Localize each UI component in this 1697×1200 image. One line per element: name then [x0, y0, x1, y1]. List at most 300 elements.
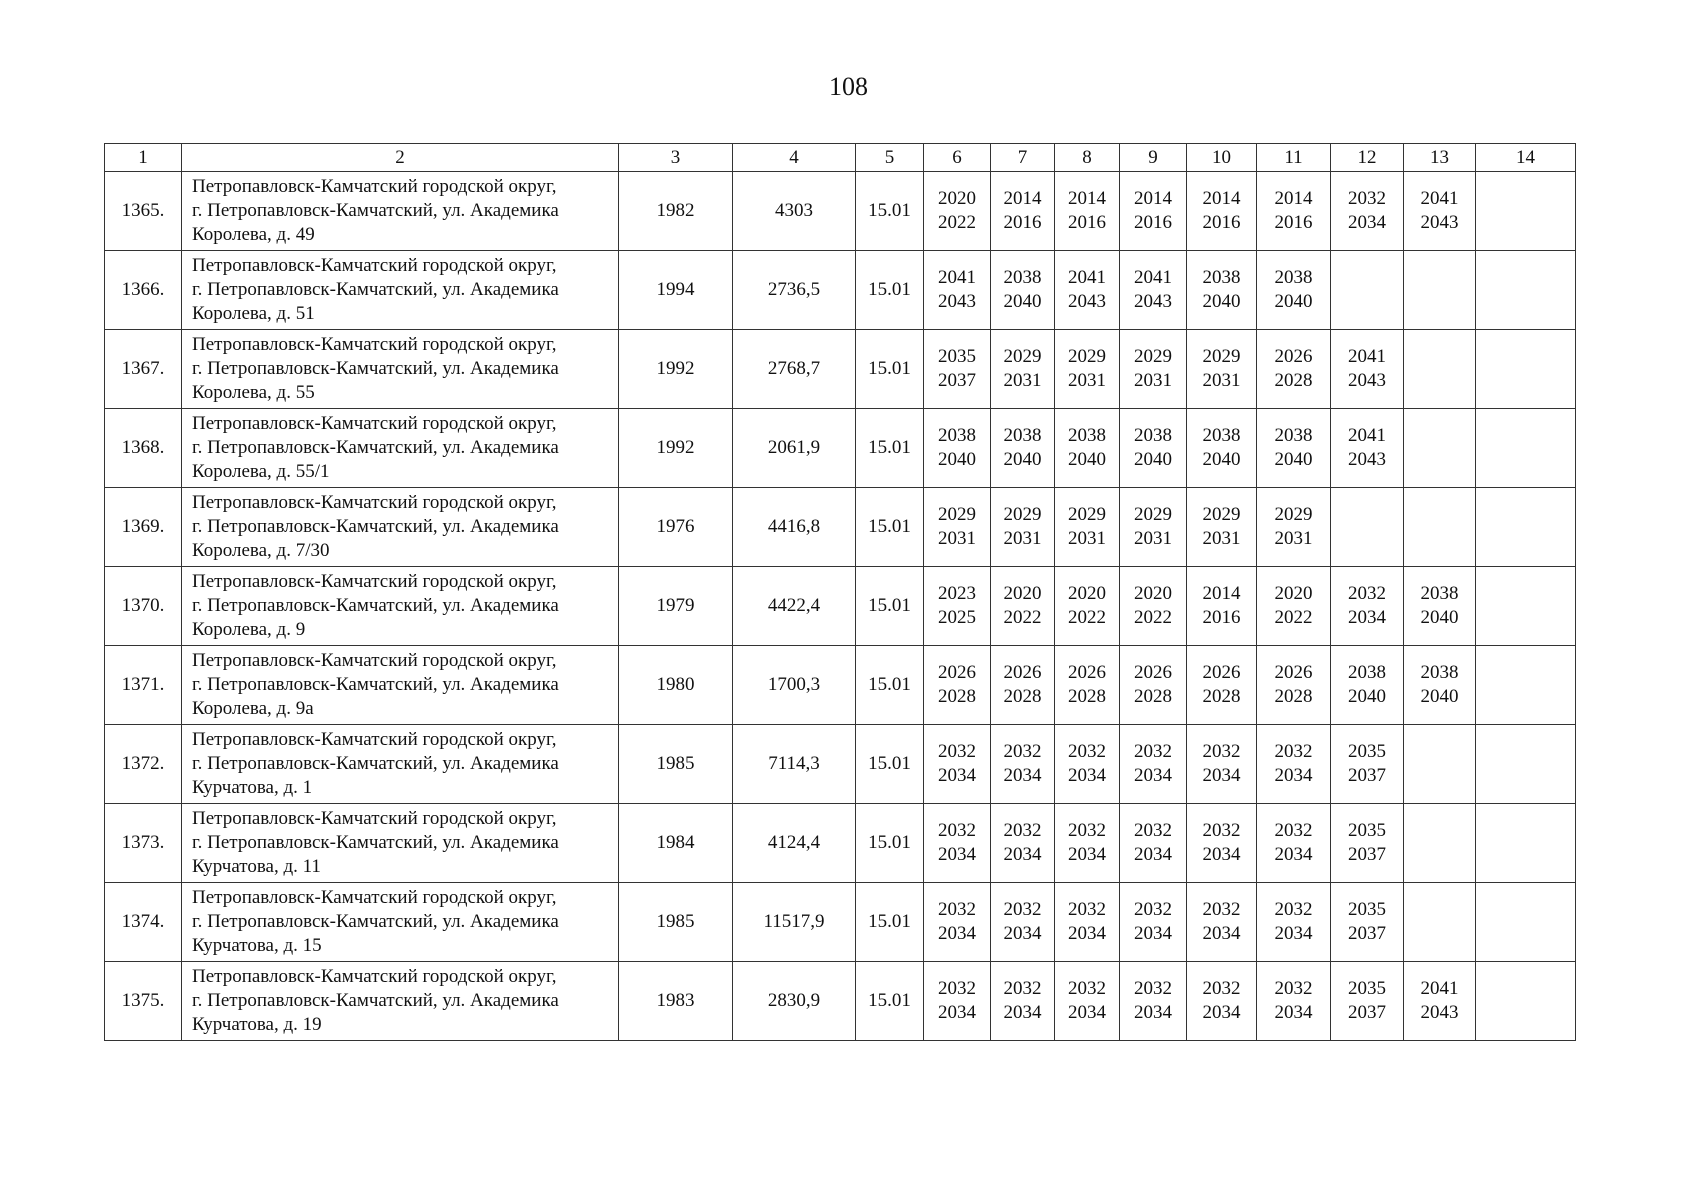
period-start: 2041	[938, 267, 976, 288]
period-cell	[924, 409, 991, 488]
period-cell	[1476, 646, 1576, 725]
address-cell	[182, 488, 619, 567]
period-start: 2041	[1348, 346, 1386, 367]
address-line: Петропавловск-Камчатский городской округ,	[192, 492, 557, 513]
code-cell: 15.01	[856, 409, 924, 488]
row-number-cell: 1369.	[105, 488, 182, 567]
period-end: 2034	[1068, 923, 1106, 944]
period-end: 2043	[938, 291, 976, 312]
period-cell	[1476, 962, 1576, 1041]
address-line: г. Петропавловск-Камчатский, ул. Академика	[192, 911, 559, 932]
row-number-cell: 1365.	[105, 172, 182, 251]
period-end: 2031	[1134, 528, 1172, 549]
period-start: 2038	[1068, 425, 1106, 446]
period-start: 2029	[1003, 504, 1042, 525]
period-cell	[1331, 883, 1404, 962]
period-cell	[1055, 883, 1120, 962]
period-cell	[1055, 804, 1120, 883]
period-end: 2022	[1068, 607, 1106, 628]
period-start: 2032	[1202, 820, 1241, 841]
column-header: 7	[991, 144, 1055, 172]
table-row	[105, 567, 1576, 646]
address-line: г. Петропавловск-Камчатский, ул. Академика	[192, 753, 559, 774]
address-line: Петропавловск-Камчатский городской округ,	[192, 334, 557, 355]
period-end: 2016	[1202, 212, 1241, 233]
address-line: Петропавловск-Камчатский городской округ,	[192, 966, 557, 987]
period-cell	[1257, 251, 1331, 330]
period-start: 2038	[1274, 267, 1313, 288]
period-end: 2034	[1274, 1002, 1313, 1023]
period-end: 2034	[1068, 1002, 1106, 1023]
period-end: 2016	[1274, 212, 1313, 233]
address-line: Курчатова, д. 19	[192, 1014, 322, 1035]
period-end: 2016	[1003, 212, 1042, 233]
period-cell	[1257, 488, 1331, 567]
period-start: 2029	[1003, 346, 1042, 367]
period-cell	[1476, 567, 1576, 646]
address-line: Курчатова, д. 1	[192, 777, 313, 798]
period-cell	[1187, 646, 1257, 725]
period-cell	[1476, 172, 1576, 251]
table-row	[105, 409, 1576, 488]
column-header: 11	[1257, 144, 1331, 172]
period-cell	[1331, 725, 1404, 804]
period-cell	[991, 488, 1055, 567]
period-end: 2028	[1134, 686, 1172, 707]
period-cell	[924, 725, 991, 804]
address-line: Курчатова, д. 15	[192, 935, 322, 956]
address-line: г. Петропавловск-Камчатский, ул. Академика	[192, 516, 559, 537]
address-line: Петропавловск-Камчатский городской округ,	[192, 729, 557, 750]
period-start: 2029	[1202, 504, 1241, 525]
address-line: г. Петропавловск-Камчатский, ул. Академика	[192, 674, 559, 695]
period-cell	[1257, 804, 1331, 883]
period-start: 2032	[938, 741, 976, 762]
period-cell	[1187, 962, 1257, 1041]
period-cell	[991, 330, 1055, 409]
period-end: 2034	[938, 1002, 976, 1023]
period-start: 2038	[1003, 267, 1042, 288]
row-number-cell: 1366.	[105, 251, 182, 330]
table-row	[105, 962, 1576, 1041]
period-start: 2032	[1003, 820, 1042, 841]
period-start: 2029	[1068, 504, 1106, 525]
period-cell	[924, 251, 991, 330]
period-start: 2041	[1348, 425, 1386, 446]
code-cell: 15.01	[856, 567, 924, 646]
period-end: 2034	[1068, 765, 1106, 786]
year-built-cell: 1985	[619, 883, 733, 962]
period-cell	[1120, 962, 1187, 1041]
period-end: 2040	[1202, 449, 1241, 470]
period-cell	[1257, 330, 1331, 409]
period-cell	[1055, 725, 1120, 804]
period-cell	[1404, 883, 1476, 962]
period-start: 2029	[1202, 346, 1241, 367]
period-end: 2040	[1420, 686, 1459, 707]
period-cell	[1055, 962, 1120, 1041]
period-start: 2032	[1068, 820, 1106, 841]
period-end: 2034	[1274, 765, 1313, 786]
column-header: 4	[733, 144, 856, 172]
year-built-cell: 1984	[619, 804, 733, 883]
period-cell	[1187, 172, 1257, 251]
table-row	[105, 804, 1576, 883]
period-end: 2040	[938, 449, 976, 470]
column-header: 10	[1187, 144, 1257, 172]
column-header: 14	[1476, 144, 1576, 172]
address-cell	[182, 725, 619, 804]
table-header-row	[105, 144, 1576, 172]
period-cell	[1187, 725, 1257, 804]
period-start: 2020	[1274, 583, 1313, 604]
period-start: 2014	[1068, 188, 1106, 209]
area-cell: 4416,8	[733, 488, 856, 567]
period-cell	[924, 330, 991, 409]
period-start: 2038	[1003, 425, 1042, 446]
page-number: 108	[829, 72, 868, 101]
period-start: 2032	[1274, 978, 1313, 999]
row-number-cell: 1367.	[105, 330, 182, 409]
period-end: 2034	[938, 844, 976, 865]
address-line: Королева, д. 51	[192, 303, 315, 324]
period-cell	[991, 251, 1055, 330]
period-end: 2034	[1274, 923, 1313, 944]
period-end: 2034	[938, 923, 976, 944]
period-cell	[1331, 646, 1404, 725]
period-cell	[924, 962, 991, 1041]
code-cell: 15.01	[856, 804, 924, 883]
row-number-cell: 1374.	[105, 883, 182, 962]
code-cell: 15.01	[856, 962, 924, 1041]
period-start: 2023	[938, 583, 976, 604]
address-line: Петропавловск-Камчатский городской округ,	[192, 413, 557, 434]
period-start: 2032	[1003, 899, 1042, 920]
period-cell	[1120, 646, 1187, 725]
period-start: 2032	[938, 820, 976, 841]
table-row	[105, 488, 1576, 567]
period-end: 2034	[1003, 923, 1042, 944]
period-end: 2025	[938, 607, 976, 628]
period-cell	[1331, 567, 1404, 646]
area-cell: 2061,9	[733, 409, 856, 488]
period-cell	[1187, 488, 1257, 567]
period-end: 2037	[1348, 1002, 1386, 1023]
period-cell	[1120, 883, 1187, 962]
period-start: 2014	[1202, 583, 1241, 604]
address-cell	[182, 330, 619, 409]
period-cell	[1187, 330, 1257, 409]
period-cell	[1187, 251, 1257, 330]
address-cell	[182, 646, 619, 725]
column-header: 9	[1120, 144, 1187, 172]
period-cell	[991, 409, 1055, 488]
address-line: Петропавловск-Камчатский городской округ,	[192, 255, 557, 276]
period-start: 2032	[1068, 899, 1106, 920]
address-line: г. Петропавловск-Камчатский, ул. Академика	[192, 990, 559, 1011]
period-end: 2034	[1202, 1002, 1241, 1023]
area-cell: 11517,9	[733, 883, 856, 962]
column-header: 13	[1404, 144, 1476, 172]
period-cell	[1404, 804, 1476, 883]
column-header: 6	[924, 144, 991, 172]
address-line: Королева, д. 9а	[192, 698, 314, 719]
period-cell	[1055, 567, 1120, 646]
area-cell: 2736,5	[733, 251, 856, 330]
period-cell	[991, 725, 1055, 804]
period-cell	[991, 804, 1055, 883]
period-end: 2034	[1202, 923, 1241, 944]
column-header: 3	[619, 144, 733, 172]
period-start: 2026	[1274, 346, 1313, 367]
period-start: 2020	[1134, 583, 1172, 604]
address-line: Королева, д. 7/30	[192, 540, 330, 561]
address-line: Петропавловск-Камчатский городской округ,	[192, 887, 557, 908]
code-cell: 15.01	[856, 172, 924, 251]
period-end: 2034	[1274, 844, 1313, 865]
period-end: 2022	[938, 212, 976, 233]
period-cell	[1476, 883, 1576, 962]
period-start: 2041	[1420, 978, 1459, 999]
period-end: 2040	[1274, 291, 1313, 312]
period-cell	[1187, 804, 1257, 883]
period-cell	[1404, 488, 1476, 567]
year-built-cell: 1992	[619, 409, 733, 488]
period-start: 2026	[938, 662, 976, 683]
period-end: 2016	[1202, 607, 1241, 628]
period-cell	[1404, 725, 1476, 804]
period-start: 2032	[1202, 978, 1241, 999]
address-line: г. Петропавловск-Камчатский, ул. Академика	[192, 279, 559, 300]
period-cell	[1055, 488, 1120, 567]
period-start: 2032	[1134, 978, 1172, 999]
period-start: 2035	[1348, 978, 1386, 999]
period-start: 2032	[938, 899, 976, 920]
period-start: 2038	[1134, 425, 1172, 446]
period-start: 2032	[1134, 820, 1172, 841]
column-header: 5	[856, 144, 924, 172]
period-start: 2038	[1420, 583, 1459, 604]
period-start: 2038	[1202, 425, 1241, 446]
period-end: 2043	[1420, 1002, 1459, 1023]
period-start: 2032	[1202, 899, 1241, 920]
address-line: г. Петропавловск-Камчатский, ул. Академика	[192, 437, 559, 458]
period-start: 2032	[938, 978, 976, 999]
address-cell	[182, 409, 619, 488]
period-cell	[991, 962, 1055, 1041]
period-cell	[1120, 488, 1187, 567]
year-built-cell: 1979	[619, 567, 733, 646]
period-end: 2043	[1068, 291, 1106, 312]
year-built-cell: 1992	[619, 330, 733, 409]
period-cell	[1257, 962, 1331, 1041]
period-start: 2029	[938, 504, 976, 525]
period-cell	[1055, 409, 1120, 488]
period-cell	[924, 646, 991, 725]
period-end: 2031	[1202, 528, 1241, 549]
period-cell	[1331, 251, 1404, 330]
period-cell	[1257, 646, 1331, 725]
address-line: г. Петропавловск-Камчатский, ул. Академика	[192, 595, 559, 616]
period-start: 2020	[938, 188, 976, 209]
period-end: 2034	[1348, 607, 1386, 628]
address-cell	[182, 804, 619, 883]
period-cell	[1120, 330, 1187, 409]
period-start: 2014	[1274, 188, 1313, 209]
period-start: 2032	[1003, 741, 1042, 762]
table-row	[105, 330, 1576, 409]
address-line: г. Петропавловск-Камчатский, ул. Академика	[192, 200, 559, 221]
address-line: Курчатова, д. 11	[192, 856, 321, 877]
period-cell	[1055, 172, 1120, 251]
address-line: Королева, д. 9	[192, 619, 306, 640]
period-cell	[1476, 251, 1576, 330]
address-line: г. Петропавловск-Камчатский, ул. Академика	[192, 358, 559, 379]
period-end: 2031	[1068, 528, 1106, 549]
period-cell	[1331, 330, 1404, 409]
period-end: 2037	[938, 370, 976, 391]
period-start: 2032	[1274, 820, 1313, 841]
period-cell	[1187, 409, 1257, 488]
address-cell	[182, 962, 619, 1041]
year-built-cell: 1985	[619, 725, 733, 804]
period-cell	[924, 567, 991, 646]
area-cell: 7114,3	[733, 725, 856, 804]
column-header: 2	[182, 144, 619, 172]
row-number-cell: 1371.	[105, 646, 182, 725]
code-cell: 15.01	[856, 488, 924, 567]
period-end: 2040	[1003, 291, 1042, 312]
table-row	[105, 725, 1576, 804]
period-start: 2026	[1134, 662, 1172, 683]
period-start: 2029	[1068, 346, 1106, 367]
period-end: 2040	[1134, 449, 1172, 470]
period-start: 2020	[1003, 583, 1042, 604]
area-cell: 2768,7	[733, 330, 856, 409]
area-cell: 4303	[733, 172, 856, 251]
period-cell	[1476, 409, 1576, 488]
period-cell	[924, 488, 991, 567]
period-end: 2022	[1003, 607, 1042, 628]
period-end: 2040	[1420, 607, 1459, 628]
period-cell	[1120, 251, 1187, 330]
period-end: 2034	[1134, 765, 1172, 786]
period-cell	[1257, 409, 1331, 488]
period-end: 2028	[1003, 686, 1042, 707]
period-end: 2040	[1068, 449, 1106, 470]
period-end: 2043	[1348, 449, 1386, 470]
period-start: 2026	[1003, 662, 1042, 683]
period-start: 2038	[1274, 425, 1313, 446]
period-end: 2034	[1134, 1002, 1172, 1023]
address-line: Петропавловск-Камчатский городской округ,	[192, 571, 557, 592]
period-start: 2026	[1068, 662, 1106, 683]
period-cell	[1055, 646, 1120, 725]
column-header: 1	[105, 144, 182, 172]
period-start: 2035	[1348, 741, 1386, 762]
period-end: 2043	[1420, 212, 1459, 233]
period-cell	[1257, 172, 1331, 251]
area-cell: 4422,4	[733, 567, 856, 646]
address-cell	[182, 172, 619, 251]
period-end: 2028	[1274, 686, 1313, 707]
period-end: 2022	[1134, 607, 1172, 628]
period-cell	[1120, 567, 1187, 646]
period-cell	[991, 646, 1055, 725]
period-cell	[1257, 567, 1331, 646]
period-cell	[1187, 567, 1257, 646]
address-line: Королева, д. 55/1	[192, 461, 330, 482]
period-start: 2041	[1420, 188, 1459, 209]
column-header: 8	[1055, 144, 1120, 172]
period-end: 2037	[1348, 844, 1386, 865]
code-cell: 15.01	[856, 725, 924, 804]
period-cell	[1404, 330, 1476, 409]
period-end: 2031	[1003, 528, 1042, 549]
table-row	[105, 883, 1576, 962]
row-number-cell: 1368.	[105, 409, 182, 488]
period-start: 2035	[938, 346, 976, 367]
row-number-cell: 1372.	[105, 725, 182, 804]
row-number-cell: 1375.	[105, 962, 182, 1041]
area-cell: 1700,3	[733, 646, 856, 725]
period-end: 2016	[1068, 212, 1106, 233]
period-end: 2040	[1274, 449, 1313, 470]
period-end: 2037	[1348, 923, 1386, 944]
period-cell	[1055, 330, 1120, 409]
period-end: 2040	[1348, 686, 1386, 707]
period-cell	[1404, 172, 1476, 251]
code-cell: 15.01	[856, 251, 924, 330]
period-end: 2034	[1134, 844, 1172, 865]
period-start: 2029	[1134, 504, 1172, 525]
period-start: 2038	[938, 425, 976, 446]
year-built-cell: 1982	[619, 172, 733, 251]
period-start: 2032	[1274, 741, 1313, 762]
period-cell	[1404, 409, 1476, 488]
period-start: 2032	[1202, 741, 1241, 762]
period-start: 2026	[1274, 662, 1313, 683]
period-cell	[1476, 804, 1576, 883]
year-built-cell: 1994	[619, 251, 733, 330]
period-cell	[991, 567, 1055, 646]
address-cell	[182, 251, 619, 330]
period-start: 2038	[1202, 267, 1241, 288]
table-body	[105, 172, 1576, 1041]
period-cell	[1331, 172, 1404, 251]
address-cell	[182, 883, 619, 962]
period-start: 2032	[1348, 188, 1386, 209]
period-end: 2034	[1003, 1002, 1042, 1023]
period-cell	[991, 172, 1055, 251]
period-cell	[1331, 488, 1404, 567]
period-cell	[1404, 962, 1476, 1041]
period-cell	[1120, 409, 1187, 488]
address-line: Королева, д. 55	[192, 382, 315, 403]
period-start: 2032	[1134, 899, 1172, 920]
period-start: 2029	[1274, 504, 1313, 525]
period-cell	[1257, 725, 1331, 804]
period-cell	[1055, 251, 1120, 330]
period-cell	[991, 883, 1055, 962]
period-end: 2040	[1202, 291, 1241, 312]
period-cell	[1120, 725, 1187, 804]
period-start: 2020	[1068, 583, 1106, 604]
period-cell	[1476, 488, 1576, 567]
period-cell	[1331, 804, 1404, 883]
period-cell	[1187, 883, 1257, 962]
period-end: 2040	[1003, 449, 1042, 470]
